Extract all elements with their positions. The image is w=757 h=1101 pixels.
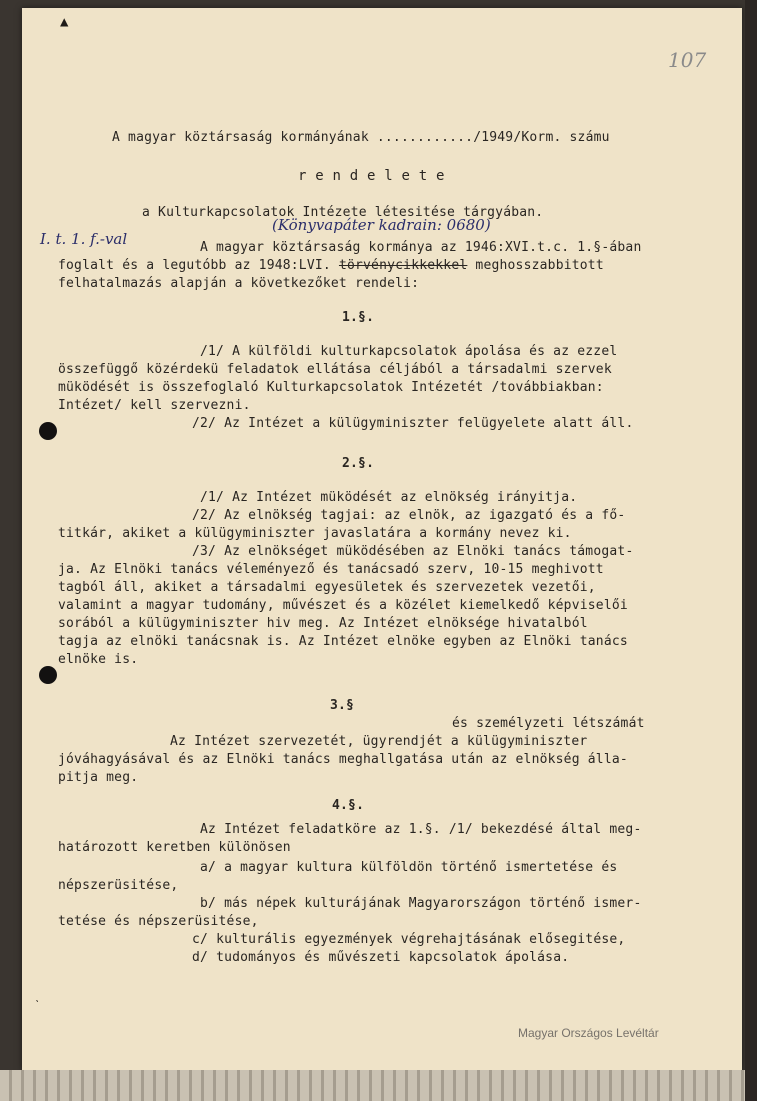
s2-line: sorából a külügyminiszter hiv meg. Az Intézet elnöksége hivatalból: [58, 616, 588, 631]
s4-line: a/ a magyar kultura külföldön történő ismertetése és: [200, 860, 618, 875]
stray-mark: ˋ: [34, 998, 42, 1012]
folio-number: 107: [668, 48, 707, 72]
s4-line: Az Intézet feladatköre az 1.§. /1/ bekezdésé által meg-: [200, 822, 642, 837]
s2-line: titkár, akiket a külügyminiszter javaslatára a kormány nevez ki.: [58, 526, 572, 541]
header-line: A magyar köztársaság kormányának ............/1949/Korm. számu: [112, 130, 610, 145]
s2-line: /1/ Az Intézet müködését az elnökség irányitja.: [200, 490, 578, 505]
s3-line: pitja meg.: [58, 770, 139, 785]
punch-hole: [39, 666, 57, 684]
preamble-line-3: felhatalmazás alapján a következőket rendeli:: [58, 276, 420, 291]
s4-line: tetése és népszerüsitése,: [58, 914, 259, 929]
s2-line: valamint a magyar tudomány, művészet és a közélet kiemelkedő képviselői: [58, 598, 628, 613]
s4-line: c/ kulturális egyezmények végrehajtásának elősegitése,: [192, 932, 626, 947]
s4-line: népszerüsitése,: [58, 878, 179, 893]
struck-word: törvénycikkekkel: [338, 258, 468, 273]
punch-hole: [39, 422, 57, 440]
s4-line: d/ tudományos és művészeti kapcsolatok ápolása.: [192, 950, 570, 965]
corner-mark: ▲: [60, 14, 69, 30]
s2-line: tagja az elnöki tanácsnak is. Az Intézet elnöke egyben az Elnöki tanács: [58, 634, 628, 649]
s4-line: határozott keretben különösen: [58, 840, 291, 855]
section-4-heading: 4.§.: [332, 798, 365, 813]
s3-line: Az Intézet szervezetét, ügyrendjét a külügyminiszter: [170, 734, 588, 749]
s1-line: /2/ Az Intézet a külügyminiszter felügyelete alatt áll.: [192, 416, 634, 431]
s2-line: /3/ Az elnökséget müködésében az Elnöki tanács támogat-: [192, 544, 634, 559]
section-3-heading: 3.§: [330, 698, 355, 713]
s1-line: összefüggő közérdekü feladatok ellátása céljából a társadalmi szervek: [58, 362, 612, 377]
s2-line: /2/ Az elnökség tagjai: az elnök, az igazgató és a fő-: [192, 508, 626, 523]
preamble-line-2: foglalt és a legutóbb az 1948:LVI. törvénycikkekkel meghosszabbitott: [58, 258, 604, 273]
section-1-heading: 1.§.: [342, 310, 375, 325]
preamble-line-1: A magyar köztársaság kormánya az 1946:XVI.t.c. 1.§-ában: [200, 240, 642, 255]
document-page: [22, 8, 742, 1070]
s1-line: /1/ A külföldi kulturkapcsolatok ápolása és az ezzel: [200, 344, 618, 359]
inline-handwritten-note: (Könyvapáter kadrain: 0680): [272, 216, 491, 234]
s1-line: müködését is összefoglaló Kulturkapcsolatok Intézetét /továbbiakban:: [58, 380, 604, 395]
archive-stamp: Magyar Országos Levéltár: [518, 1026, 659, 1040]
s3-inserted-text: és személyzeti létszámát: [452, 716, 645, 731]
scan-edge: [745, 0, 757, 1101]
scan-background-strip: [0, 1070, 757, 1101]
margin-note: I. t. 1. f.-val: [40, 230, 128, 248]
s4-line: b/ más népek kulturájának Magyarországon történő ismer-: [200, 896, 642, 911]
s2-line: elnöke is.: [58, 652, 139, 667]
document-subtitle: a Kulturkapcsolatok Intézete létesitése tárgyában.: [142, 205, 544, 220]
section-2-heading: 2.§.: [342, 456, 375, 471]
s2-line: tagból áll, akiket a társadalmi egyesületek és szervezetek vezetői,: [58, 580, 596, 595]
s3-line: jóváhagyásával és az Elnöki tanács meghallgatása után az elnökség álla-: [58, 752, 628, 767]
s2-line: ja. Az Elnöki tanács véleményező és tanácsadó szerv, 10-15 meghivott: [58, 562, 604, 577]
document-title: r e n d e l e t e: [298, 168, 445, 184]
s1-line: Intézet/ kell szervezni.: [58, 398, 251, 413]
